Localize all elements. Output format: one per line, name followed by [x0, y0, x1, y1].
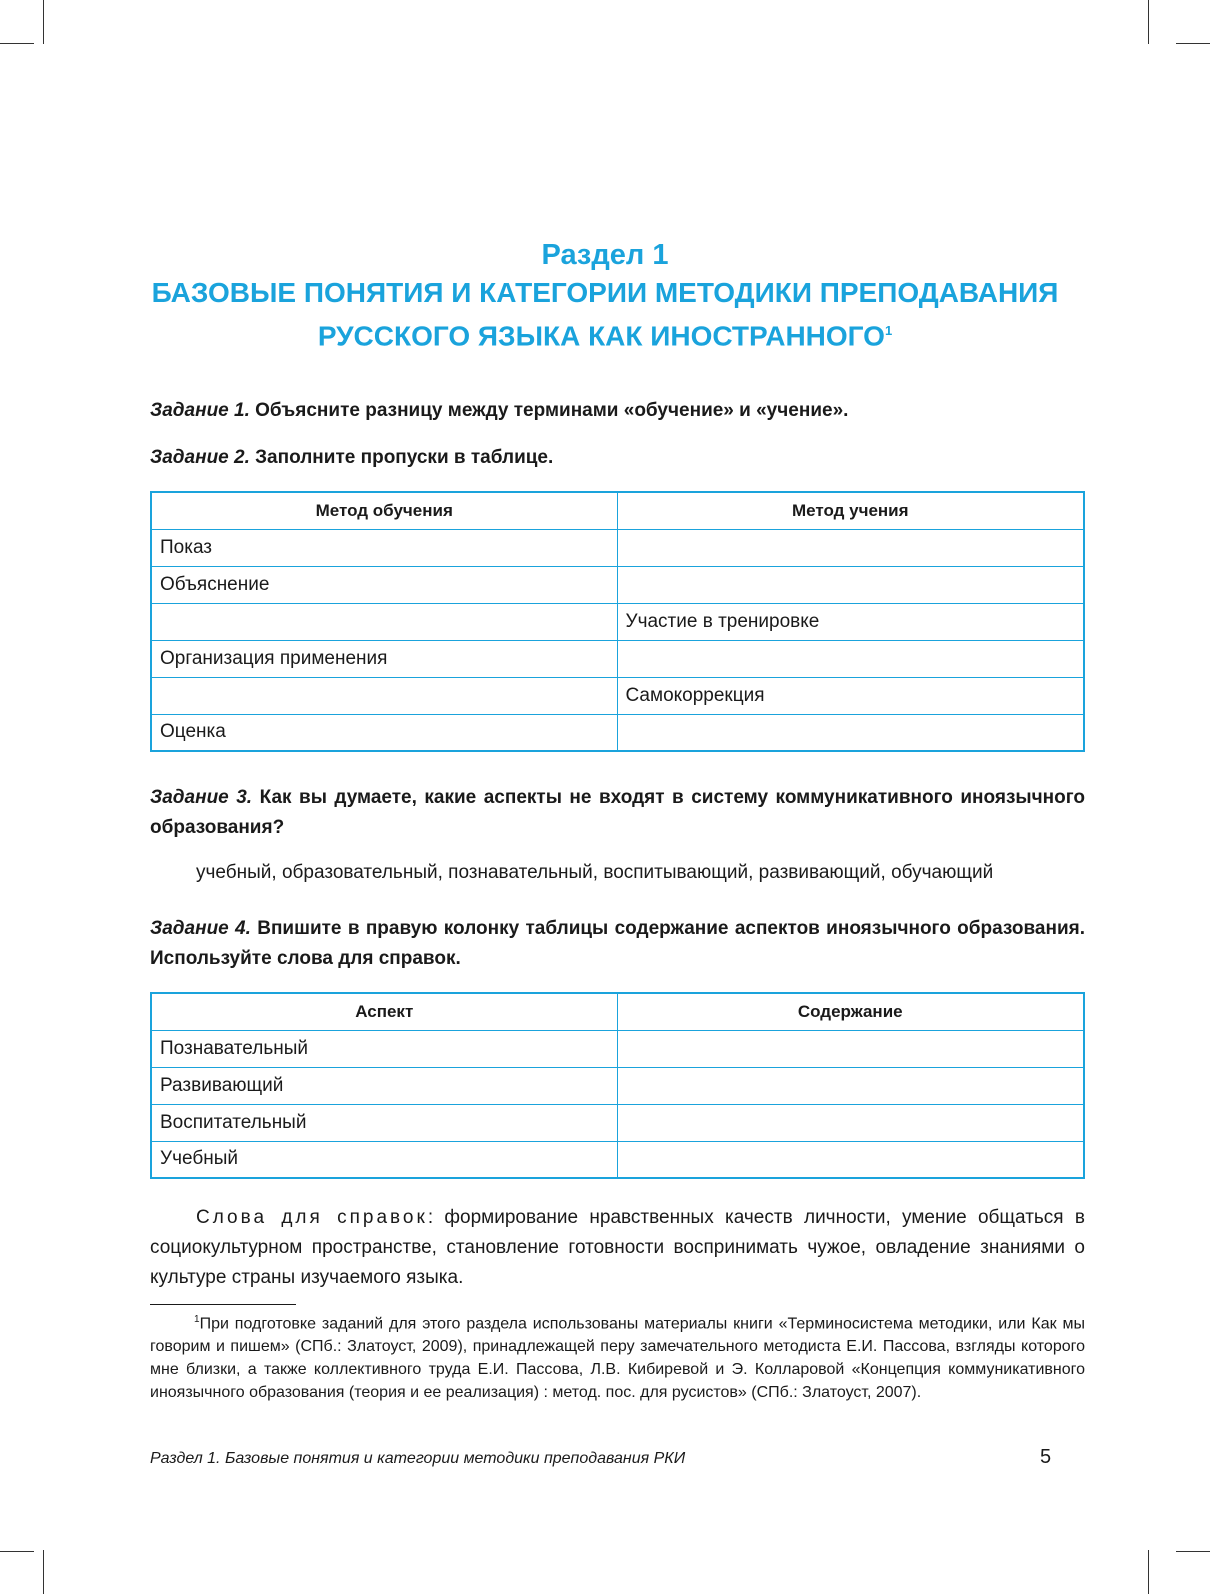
table-row [151, 1067, 1084, 1104]
table-header-row [151, 993, 1084, 1030]
footnote [150, 1308, 1085, 1404]
page-number: 5 [1040, 1446, 1052, 1468]
table-cell-blank[interactable] [617, 1104, 1084, 1141]
heading-text: РУССКОГО ЯЗЫКА КАК ИНОСТРАННОГО [317, 320, 885, 352]
task-3 [150, 783, 1085, 843]
crop-mark [0, 1551, 34, 1552]
task-text: Как вы думаете, какие аспекты не входят в систему коммуникативного иноязычного образования? [150, 787, 1085, 838]
table-header-row [151, 492, 1084, 529]
crop-mark [1148, 1550, 1149, 1594]
crop-mark [43, 0, 44, 44]
task-number: Задание 1. [150, 400, 250, 421]
section-heading-line2 [0, 312, 1210, 355]
section-heading-line1: БАЗОВЫЕ ПОНЯТИЯ И КАТЕГОРИИ МЕТОДИКИ ПРЕПОДАВАНИЯ [151, 277, 1059, 308]
crop-mark [0, 43, 34, 44]
table-row [151, 1104, 1084, 1141]
footnote-divider [150, 1304, 296, 1305]
column-header: Метод обучения [151, 492, 617, 529]
reference-words [150, 1203, 1085, 1293]
crop-mark [1176, 1551, 1210, 1552]
running-footer: Раздел 1. Базовые понятия и категории методики преподавания РКИ [150, 1450, 686, 1467]
table-cell: Самокоррекция [617, 677, 1084, 714]
table-row [151, 640, 1084, 677]
task-2 [150, 443, 1085, 473]
task-number: Задание 2. [150, 447, 250, 468]
task-1 [150, 396, 1085, 426]
table-cell: Организация применения [151, 640, 617, 677]
table-row [151, 1030, 1084, 1067]
table-cell-blank[interactable] [151, 603, 617, 640]
column-header: Метод учения [617, 492, 1084, 529]
section-title [0, 236, 1210, 355]
table-cell: Показ [151, 529, 617, 566]
reference-label: Слова для справок [196, 1207, 428, 1228]
table-cell-blank[interactable] [617, 566, 1084, 603]
task-4 [150, 914, 1085, 974]
table-cell: Объяснение [151, 566, 617, 603]
methods-table [150, 491, 1085, 752]
task-text: Заполните пропуски в таблице. [255, 447, 554, 468]
section-number: Раздел 1 [541, 239, 669, 271]
table-cell-blank[interactable] [617, 1067, 1084, 1104]
table-cell: Познавательный [151, 1030, 617, 1067]
table-row [151, 1141, 1084, 1178]
crop-mark [43, 1550, 44, 1594]
footnote-mark[interactable]: 1 [884, 323, 893, 338]
column-header: Аспект [151, 993, 617, 1030]
task-text: Впишите в правую колонку таблицы содержание аспектов иноязычного образования. Используйте слова для справок. [150, 918, 1085, 969]
task-number: Задание 3. [150, 787, 253, 808]
task-text: Объясните разницу между терминами «обучение» и «учение». [255, 400, 849, 421]
footnote-text: При подготовке заданий для этого раздела использованы материалы книги «Терминосистема методики, или Как мы говорим и пишем» (СПб.: Златоуст, 2009), принадлежащей перу замечательного методиста Е.И. Пассова, взгляды которого мне близки, а также коллективного труда Е.И. Пассова, Л.В. Кибиревой и Э. Колларовой «Концепция коммуникативного иноязычного образования (теория и ее реализация) : метод. пос. для русистов» (СПб.: Златоуст, 2007). [150, 1315, 1085, 1402]
table-cell: Учебный [151, 1141, 617, 1178]
column-header: Содержание [617, 993, 1084, 1030]
reference-text: : формирование нравственных качеств личности, умение общаться в социокультурном пространстве, становление готовности воспринимать чужое, овладение знаниями о культуре страны изучаемого языка. [150, 1207, 1085, 1288]
table-cell-blank[interactable] [617, 714, 1084, 751]
table-cell: Участие в тренировке [617, 603, 1084, 640]
crop-mark [1176, 43, 1210, 44]
footnote-mark: 1 [194, 1314, 200, 1325]
table-row [151, 529, 1084, 566]
task-number: Задание 4. [150, 918, 251, 939]
table-row [151, 714, 1084, 751]
table-cell-blank[interactable] [617, 1141, 1084, 1178]
table-cell-blank[interactable] [617, 640, 1084, 677]
table-cell-blank[interactable] [617, 1030, 1084, 1067]
table-row [151, 677, 1084, 714]
table-cell: Воспитательный [151, 1104, 617, 1141]
table-cell: Оценка [151, 714, 617, 751]
crop-mark [1148, 0, 1149, 44]
table-cell: Развивающий [151, 1067, 617, 1104]
aspects-table [150, 992, 1085, 1179]
table-cell-blank[interactable] [617, 529, 1084, 566]
table-row [151, 603, 1084, 640]
table-cell-blank[interactable] [151, 677, 617, 714]
aspects-word-list: учебный, образовательный, познавательный, воспитывающий, развивающий, обучающий [196, 862, 994, 883]
table-row [151, 566, 1084, 603]
